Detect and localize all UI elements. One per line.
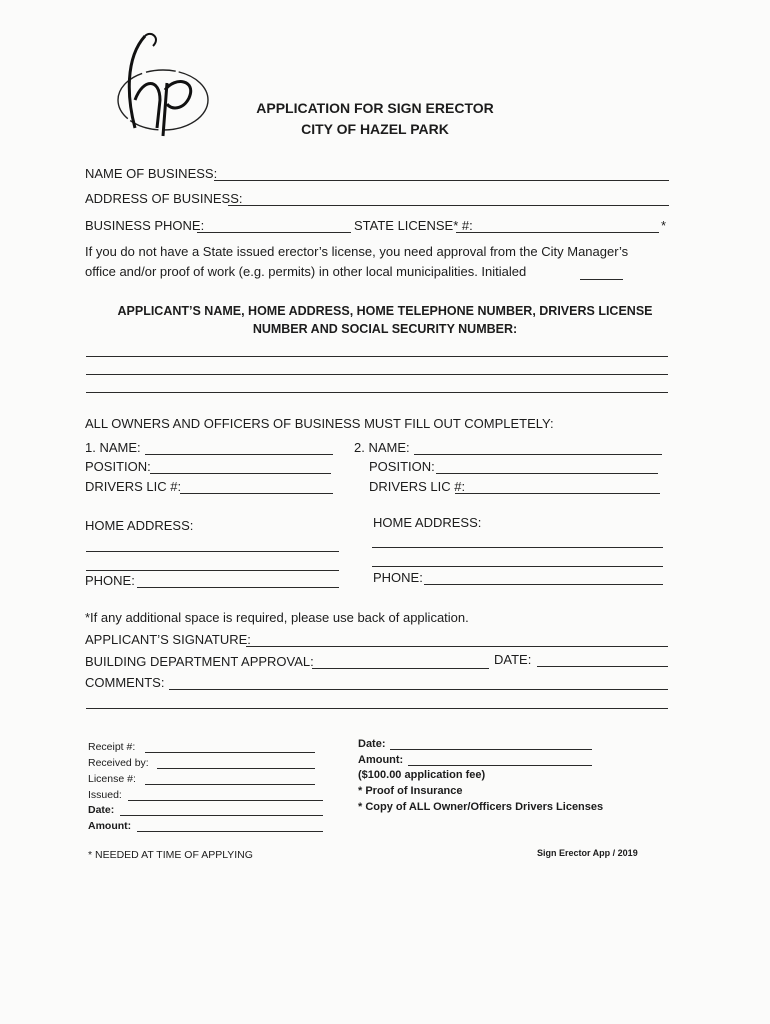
comments-field[interactable] (169, 689, 668, 690)
form-subtitle: CITY OF HAZEL PARK (301, 121, 449, 137)
office-amount-field[interactable] (137, 831, 323, 832)
office-date-label: Date: (88, 804, 115, 816)
applicant-line-2[interactable] (86, 374, 668, 375)
form-title: APPLICATION FOR SIGN ERECTOR (256, 100, 494, 116)
owners-heading: ALL OWNERS AND OFFICERS OF BUSINESS MUST FILL OUT COMPLETELY: (85, 416, 554, 431)
req-date-field[interactable] (390, 749, 592, 750)
business-address-field[interactable] (228, 205, 669, 206)
received-by-field[interactable] (157, 768, 315, 769)
owner2-position-field[interactable] (436, 473, 658, 474)
owner2-name-label: 2. NAME: (354, 440, 410, 455)
signature-field[interactable] (246, 646, 668, 647)
applicant-line-1[interactable] (86, 356, 668, 357)
license-number-label: License #: (88, 773, 136, 785)
form-id: Sign Erector App / 2019 (537, 848, 638, 858)
applicant-line-3[interactable] (86, 392, 668, 393)
additional-space-note: *If any additional space is required, please use back of application. (85, 610, 469, 625)
building-approval-field[interactable] (312, 668, 489, 669)
owner1-position-label: POSITION: (85, 459, 151, 474)
owner1-name-field[interactable] (145, 454, 333, 455)
owner1-position-field[interactable] (150, 473, 331, 474)
received-by-label: Received by: (88, 757, 149, 769)
needed-note: * NEEDED AT TIME OF APPLYING (88, 849, 253, 861)
office-date-field[interactable] (120, 815, 323, 816)
application-fee: ($100.00 application fee) (358, 769, 486, 781)
business-address-label: ADDRESS OF BUSINESS: (85, 191, 243, 206)
owner1-license-field[interactable] (180, 493, 333, 494)
owner1-home-address-label: HOME ADDRESS: (85, 518, 194, 533)
business-phone-field[interactable] (197, 232, 351, 233)
issued-field[interactable] (128, 800, 323, 801)
req-amount-field[interactable] (408, 765, 592, 766)
approval-date-field[interactable] (537, 666, 668, 667)
owner2-position-label: POSITION: (369, 459, 435, 474)
state-license-label: STATE LICENSE* #: (354, 218, 473, 233)
owner2-phone-field[interactable] (424, 584, 663, 585)
owner2-address-line-2[interactable] (372, 566, 663, 567)
business-name-field[interactable] (214, 180, 669, 181)
approval-date-label: DATE: (494, 652, 532, 667)
owner2-address-line-1[interactable] (372, 547, 663, 548)
office-amount-label: Amount: (88, 820, 132, 832)
signature-label: APPLICANT’S SIGNATURE: (85, 632, 251, 647)
business-phone-label: BUSINESS PHONE: (85, 218, 205, 233)
owner2-name-field[interactable] (414, 454, 662, 455)
state-license-star: * (661, 218, 667, 233)
req-amount-label: Amount: (358, 754, 404, 766)
owner2-phone-label: PHONE: (373, 570, 423, 585)
issued-label: Issued: (88, 789, 122, 801)
notice-line-1: If you do not have a State issued erector’s license, you need approval from the City Manager’s (85, 244, 629, 259)
state-license-field[interactable] (456, 232, 659, 233)
notice-line-2: office and/or proof of work (e.g. permits) in other local municipalities. Initialed (85, 264, 527, 279)
business-name-label: NAME OF BUSINESS: (85, 166, 218, 181)
license-number-field[interactable] (145, 784, 315, 785)
comments-line-2[interactable] (86, 708, 668, 709)
proof-of-insurance: * Proof of Insurance (358, 785, 463, 797)
owner1-phone-label: PHONE: (85, 573, 135, 588)
req-date-label: Date: (358, 738, 386, 750)
initialed-field[interactable] (580, 279, 623, 280)
applicant-heading-1: APPLICANT’S NAME, HOME ADDRESS, HOME TELEPHONE NUMBER, DRIVERS LICENSE (117, 304, 653, 318)
owner2-license-field[interactable] (455, 493, 660, 494)
building-approval-label: BUILDING DEPARTMENT APPROVAL: (85, 654, 314, 669)
owner1-phone-field[interactable] (137, 587, 339, 588)
owner2-home-address-label: HOME ADDRESS: (373, 515, 482, 530)
comments-label: COMMENTS: (85, 675, 165, 690)
owner1-address-line-2[interactable] (86, 570, 339, 571)
owner1-license-label: DRIVERS LIC #: (85, 479, 182, 494)
drivers-licenses-copy: * Copy of ALL Owner/Officers Drivers Licenses (358, 801, 604, 813)
owner1-address-line-1[interactable] (86, 551, 339, 552)
owner1-name-label: 1. NAME: (85, 440, 141, 455)
owner2-license-label: DRIVERS LIC #: (369, 479, 466, 494)
receipt-label: Receipt #: (88, 741, 136, 753)
city-logo (105, 28, 220, 138)
receipt-field[interactable] (145, 752, 315, 753)
applicant-heading-2: NUMBER AND SOCIAL SECURITY NUMBER: (252, 322, 518, 336)
